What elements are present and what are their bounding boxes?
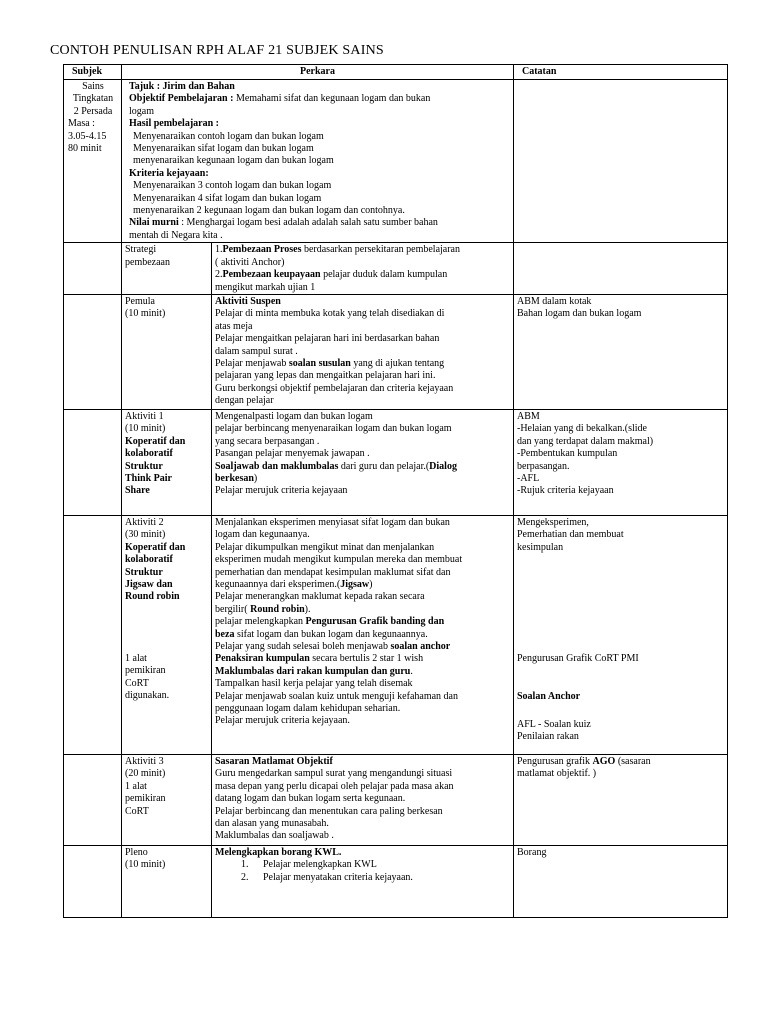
kriteria-label (125, 168, 510, 180)
pleno-label: (10 minit) (125, 859, 166, 871)
pemula-line: Pelajar di minta membuka kotak yang telah disediakan di (215, 308, 445, 320)
strategi-bold: Pembezaan Proses (222, 244, 302, 256)
pleno-row (64, 845, 728, 917)
pemula-content-cell (212, 294, 514, 409)
list-item: 1. Pelajar melengkapkan KWL (251, 859, 510, 871)
aktiviti1-label: Aktiviti 1 (125, 410, 164, 422)
hasil-item: Menyenaraikan sifat logam dan bukan logam (133, 143, 314, 155)
aktiviti2-label-bold: Koperatif dan (125, 541, 186, 553)
text: ). (304, 603, 311, 615)
aktiviti2-label-bold: Struktur (125, 566, 163, 578)
header-catatan: Catatan (514, 65, 728, 80)
aktiviti1-catatan: -AFL (517, 472, 540, 484)
text: dari guru dan pelajar.( (338, 460, 430, 472)
empty-cell (64, 294, 122, 409)
pemula-row (64, 294, 728, 409)
nilai-text: : Menghargai logam besi adalah adalah salah satu sumber bahan (178, 217, 438, 229)
pemula-label: (10 minit) (125, 308, 166, 320)
aktiviti2-line (215, 653, 510, 665)
aktiviti1-catatan: ABM (517, 410, 540, 422)
bold-text: beza (215, 628, 235, 640)
aktiviti2-line (215, 641, 510, 653)
aktiviti1-line: Mengenalpasti logam dan bukan logam (215, 410, 373, 422)
aktiviti1-line (215, 461, 510, 473)
subjek-line: Masa : (68, 118, 95, 130)
aktiviti2-label: digunakan. (125, 689, 170, 701)
aktiviti1-line: Pasangan pelajar menyemak jawapan . (215, 448, 370, 460)
objektif (125, 93, 510, 105)
empty-cell (64, 515, 122, 754)
empty-cell (64, 754, 122, 845)
aktiviti1-catatan: -Rujuk criteria kejayaan (517, 485, 614, 497)
aktiviti3-label: pemikiran (125, 793, 166, 805)
aktiviti3-catatan-cell (514, 754, 728, 845)
aktiviti3-catatan: matlamat objektif. ) (517, 768, 597, 780)
aktiviti2-catatan: Pemerhatian dan membuat (517, 529, 624, 541)
aktiviti2-content-cell (212, 515, 514, 754)
text: (sasaran (615, 755, 651, 767)
aktiviti2-catatan-cell (514, 515, 728, 754)
pemula-heading-text: Aktiviti Suspen (215, 295, 281, 307)
aktiviti2-line: Pelajar dikumpulkan mengikut minat dan menjalankan (215, 541, 435, 553)
aktiviti2-line: Pelajar merujuk criteria kejayaan. (215, 715, 350, 727)
aktiviti3-label: 1 alat (125, 780, 147, 792)
bold-text: soalan susulan (288, 357, 351, 369)
aktiviti2-catatan-cort: Pengurusan Grafik CoRT PMI (517, 653, 639, 665)
aktiviti2-label-bold: Round robin (125, 591, 180, 603)
aktiviti2-catatan-afl: Penilaian rakan (517, 731, 579, 743)
aktiviti3-line: datang logam dan bukan logam serta kegunaan. (215, 793, 406, 805)
prefix: 1. (215, 244, 223, 256)
text: Pelajar yang sudah selesai boleh menjawab (215, 640, 391, 652)
nilai-murni (125, 217, 510, 229)
aktiviti2-line (215, 616, 510, 628)
aktiviti3-heading-text: Sasaran Matlamat Objektif (215, 755, 333, 767)
subjek-line: 2 Persada (73, 105, 113, 117)
pemula-line: Pelajar mengaitkan pelajaran hari ini berdasarkan bahan (215, 333, 440, 345)
aktiviti1-label-cell (122, 409, 212, 515)
pleno-catatan: Borang (517, 846, 547, 858)
bold-text: soalan anchor (390, 640, 451, 652)
subjek-line: Tingkatan (72, 93, 114, 105)
text: . (410, 665, 413, 677)
strategi-text: pelajar duduk dalam kumpulan (320, 269, 448, 281)
text: Pengurusan grafik (517, 755, 593, 767)
aktiviti1-content-cell (212, 409, 514, 515)
aktiviti2-line: Pelajar menerangkan maklumat kepada rakan secara (215, 591, 425, 603)
bold-text: Round robin (250, 603, 305, 615)
text: yang di ajukan tentang (350, 357, 445, 369)
hasil-label-text: Hasil pembelajaran : (129, 118, 219, 130)
subjek-cell (64, 80, 122, 243)
aktiviti1-line: pelajar berbincang menyenaraikan logam dan bukan logam (215, 423, 452, 435)
kwl-list (215, 859, 510, 884)
strategi-bold: Pembezaan keupayaan (222, 269, 321, 281)
aktiviti2-line: penggunaan logam dalam kehidupan seharian. (215, 703, 401, 714)
aktiviti3-label: Aktiviti 3 (125, 755, 164, 767)
aktiviti2-label: 1 alat (125, 652, 147, 664)
nilai-label: Nilai murni (129, 217, 179, 229)
text: kegunaannya dari eksperimen.( (215, 578, 341, 590)
aktiviti2-catatan-anchor: Soalan Anchor (517, 690, 581, 702)
aktiviti2-line: Menjalankan eksperimen menyiasat sifat logam dan bukan (215, 516, 450, 528)
objektif-label: Objektif Pembelajaran : (129, 93, 234, 105)
intro-cell (122, 80, 514, 243)
empty-cell (64, 845, 122, 917)
text: Pelajar menjawab (215, 357, 289, 369)
aktiviti2-row (64, 515, 728, 754)
tajuk (125, 81, 510, 93)
bold-text: AGO (592, 755, 616, 767)
bold-text: Dialog (429, 460, 457, 472)
intro-catatan-cell (514, 80, 728, 243)
aktiviti2-line: eksperimen mudah mengikut kumpulan mereka dan membuat (215, 554, 463, 566)
subjek-line: 3.05-4.15 (68, 130, 107, 142)
aktiviti3-line: Maklumbalas dan soaljawab . (215, 830, 334, 842)
aktiviti1-catatan: -Helaian yang di bekalkan.(slide (517, 423, 647, 435)
aktiviti1-label-bold: Think Pair (125, 472, 172, 484)
aktiviti1-catatan-cell (514, 409, 728, 515)
bold-text: Maklumbalas dari rakan kumpulan dan guru (215, 665, 411, 677)
pemula-line: Guru berkongsi objektif pembelajaran dan criteria kejayaan (215, 382, 454, 394)
aktiviti1-label-bold: Share (125, 485, 150, 497)
pemula-catatan: ABM dalam kotak (517, 295, 592, 307)
aktiviti3-catatan (517, 756, 724, 768)
aktiviti1-catatan: berpasangan. (517, 460, 570, 472)
aktiviti2-line: logam dan kegunaanya. (215, 529, 310, 541)
aktiviti2-line: Tampalkan hasil kerja pelajar yang telah disemak (215, 678, 413, 690)
aktiviti1-label: (10 minit) (125, 423, 166, 435)
aktiviti1-label-bold: Koperatif dan (125, 435, 186, 447)
document-title: CONTOH PENULISAN RPH ALAF 21 SUBJEK SAINS (50, 43, 384, 58)
hasil-item: Menyenaraikan contoh logam dan bukan logam (133, 130, 324, 142)
aktiviti2-catatan: kesimpulan (517, 541, 564, 553)
strategi-label-cell (122, 243, 212, 295)
aktiviti2-line: pemerhatian dan mendapat kesimpulan maklumat sifat dan (215, 566, 451, 578)
bold-text: Jigsaw (340, 578, 370, 590)
aktiviti2-line (215, 629, 510, 641)
pemula-catatan: Bahan logam dan bukan logam (517, 308, 642, 320)
strategi-line: ( aktiviti Anchor) (215, 256, 285, 268)
text: ) (253, 472, 258, 484)
aktiviti1-line: Pelajar merujuk criteria kejayaan (215, 485, 348, 497)
pleno-heading (215, 847, 510, 859)
objektif-text: Memahami sifat dan kegunaan logam dan bukan (233, 93, 431, 105)
strategi-line-1 (215, 244, 510, 256)
pleno-content-cell (212, 845, 514, 917)
header-perkara: Perkara (122, 65, 514, 80)
subjek-line: 80 minit (68, 143, 102, 155)
empty-cell (64, 243, 122, 295)
tajuk-label: Tajuk : Jirim dan Bahan (129, 81, 235, 92)
pleno-heading-text: Melengkapkan borang KWL. (215, 846, 342, 858)
pemula-label-cell (122, 294, 212, 409)
pleno-label-cell (122, 845, 212, 917)
subjek-line: Sains (82, 81, 104, 92)
objektif-text-2: logam (129, 105, 154, 117)
aktiviti1-line: yang secara berpasangan . (215, 435, 320, 447)
pemula-line: pelajaran yang lepas dan mengaitkan pelajaran hari ini. (215, 370, 436, 382)
hasil-item: menyenaraikan kegunaan logam dan bukan logam (133, 155, 334, 167)
empty-cell (64, 409, 122, 515)
text: sifat logam dan bukan logam dan kegunaannya. (234, 628, 428, 640)
aktiviti3-line: masa depan yang perlu dicapai oleh pelajar pada masa akan (215, 780, 454, 792)
strategi-text: berdasarkan persekitaran pembelajaran (301, 244, 460, 256)
text: ) (369, 578, 373, 590)
aktiviti1-line (215, 473, 510, 485)
aktiviti2-label-bold: Jigsaw dan (125, 578, 173, 590)
aktiviti3-label: CoRT (125, 805, 149, 817)
strategi-row (64, 243, 728, 295)
pemula-line: dalam sampul surat . (215, 345, 298, 357)
text: secara bertulis 2 star 1 wish (309, 653, 424, 665)
hasil-label (125, 118, 510, 130)
strategi-line-2 (215, 269, 510, 281)
aktiviti3-content-cell (212, 754, 514, 845)
aktiviti2-line (215, 604, 510, 616)
aktiviti1-catatan: dan yang terdapat dalam makmal) (517, 435, 654, 447)
aktiviti3-label-cell (122, 754, 212, 845)
aktiviti2-label-bold: kolaboratif (125, 554, 173, 566)
bold-text: Pengurusan Grafik banding dan (305, 616, 445, 628)
pemula-label: Pemula (125, 295, 155, 307)
bold-text: Soaljawab dan maklumbalas (215, 460, 339, 472)
aktiviti2-label-cell (122, 515, 212, 754)
aktiviti3-heading (215, 756, 510, 768)
aktiviti2-line: Pelajar menjawab soalan kuiz untuk menguji kefahaman dan (215, 690, 458, 702)
aktiviti2-label: (30 minit) (125, 529, 166, 541)
aktiviti1-catatan: -Pembentukan kumpulan (517, 448, 618, 460)
aktiviti2-label: Aktiviti 2 (125, 516, 164, 528)
nilai-text-2: mentah di Negara kita . (129, 229, 223, 241)
strategi-line: mengikut markah ujian 1 (215, 281, 316, 293)
rph-table (63, 64, 728, 918)
kriteria-label-text: Kriteria kejayaan: (129, 167, 209, 179)
kriteria-item: Menyenaraikan 3 contoh logam dan bukan logam (133, 180, 332, 192)
aktiviti3-line: Guru mengedarkan sampul surat yang mengandungi situasi (215, 768, 453, 780)
pemula-heading (215, 296, 510, 308)
text: pelajar melengkapkan (215, 616, 306, 628)
pleno-label: Pleno (125, 846, 148, 858)
aktiviti3-label: (20 minit) (125, 768, 166, 780)
aktiviti2-label: pemikiran (125, 665, 166, 677)
aktiviti2-label: CoRT (125, 677, 149, 689)
kriteria-item: menyenaraikan 2 kegunaan logam dan bukan logam dan contohnya. (133, 205, 405, 217)
aktiviti1-label-bold: kolaboratif (125, 448, 173, 460)
aktiviti3-row (64, 754, 728, 845)
pemula-catatan-cell (514, 294, 728, 409)
aktiviti1-row (64, 409, 728, 515)
aktiviti2-line (215, 579, 510, 591)
strategi-content-cell (212, 243, 514, 295)
aktiviti3-line: Pelajar berbincang dan menentukan cara paling berkesan (215, 805, 443, 817)
strategi-label: Strategi (125, 244, 157, 256)
aktiviti1-label-bold: Struktur (125, 460, 163, 472)
table-header-row (64, 65, 728, 80)
aktiviti2-catatan: Mengeksperimen, (517, 516, 589, 528)
pleno-catatan-cell (514, 845, 728, 917)
strategi-label: pembezaan (125, 256, 170, 268)
pemula-line (215, 358, 510, 370)
text: bergilir( (215, 603, 251, 615)
bold-text: berkesan (215, 472, 254, 484)
aktiviti3-line: dan alasan yang munasabah. (215, 817, 329, 829)
kriteria-item: Menyenaraikan 4 sifat logam dan bukan logam (133, 192, 322, 204)
pemula-line: atas meja (215, 320, 253, 332)
pemula-line: dengan pelajar (215, 395, 274, 407)
strategi-catatan-cell (514, 243, 728, 295)
bold-text: Penaksiran kumpulan (215, 653, 310, 665)
list-item: 2. Pelajar menyatakan criteria kejayaan. (251, 872, 510, 884)
aktiviti2-catatan-afl: AFL - Soalan kuiz (517, 718, 591, 730)
intro-row (64, 80, 728, 243)
prefix: 2. (215, 269, 223, 281)
aktiviti2-line (215, 666, 510, 678)
header-subjek: Subjek (64, 65, 122, 80)
